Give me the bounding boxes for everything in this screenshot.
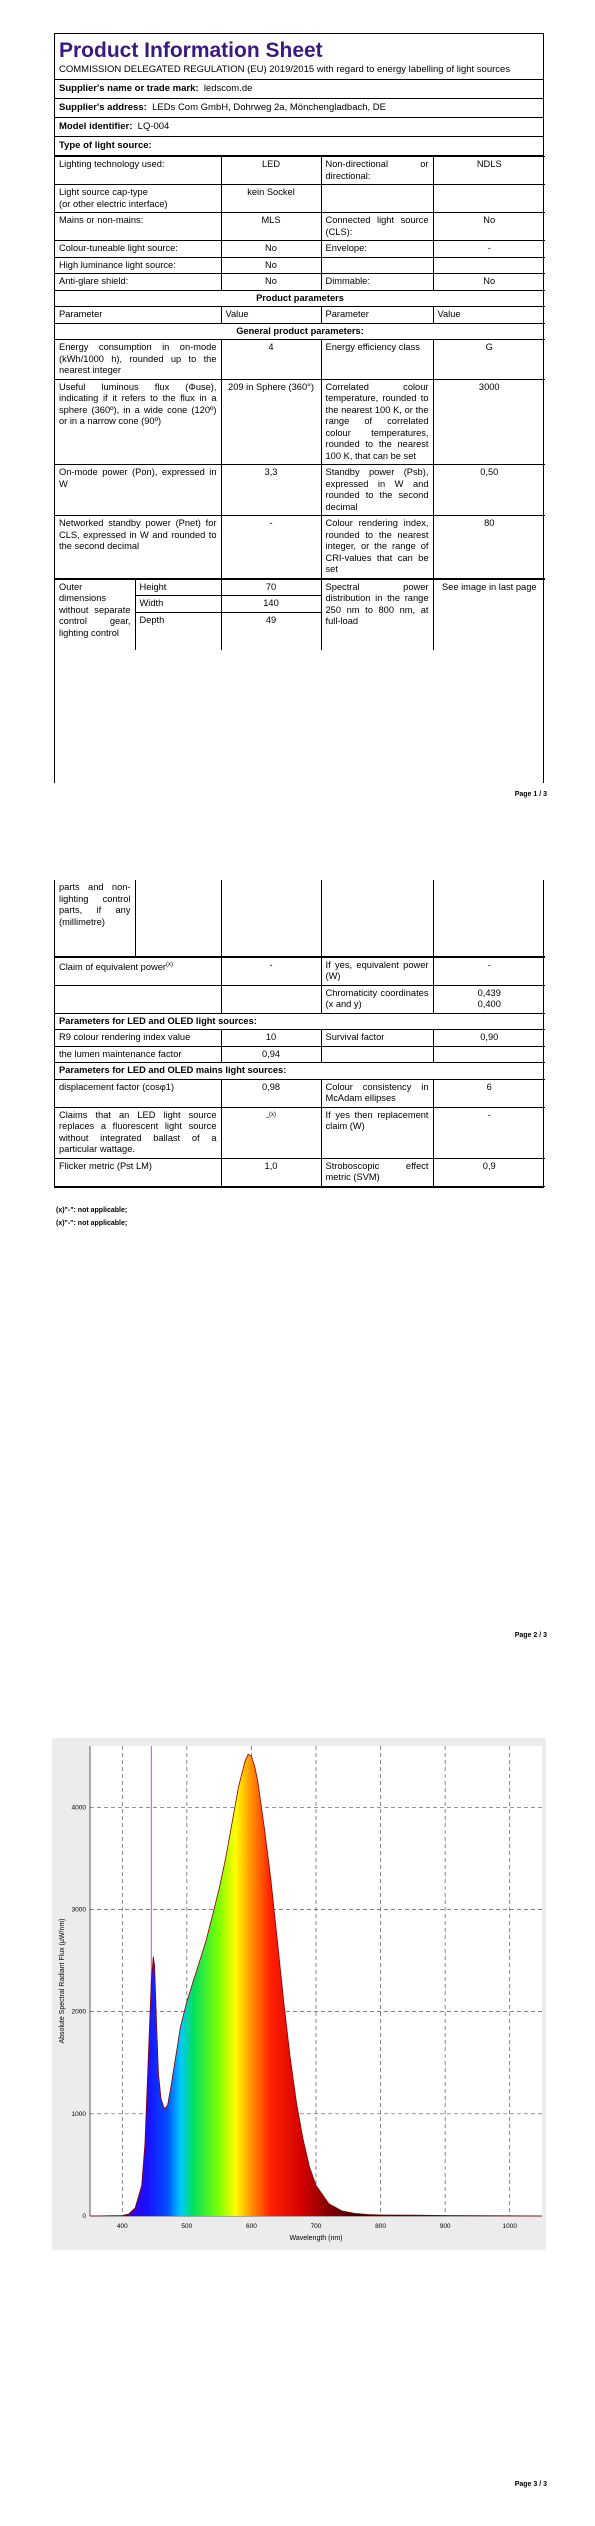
fluorescent-claims-dash: -	[265, 1111, 270, 1122]
cls-value: No	[433, 213, 545, 241]
model-identifier-value: LQ-004	[137, 121, 170, 132]
table-row	[55, 323, 545, 340]
mains-parameters-header: Parameters for LED and OLED mains light sources:	[55, 1063, 545, 1080]
envelope-label: Envelope:	[321, 241, 433, 258]
general-parameters-header: General product parameters:	[55, 323, 545, 340]
networked-standby-value: -	[221, 516, 321, 579]
x-tick-label: 1000	[502, 2223, 517, 2230]
dimensions-table	[55, 579, 545, 651]
spectral-chart	[52, 1738, 546, 2250]
networked-standby-label: Networked standby power (Pnet) for CLS, expressed in W and rounded to the second decimal	[55, 516, 221, 579]
fluorescent-claims-value	[221, 1107, 321, 1158]
on-mode-power-value: 3,3	[221, 465, 321, 516]
height-value: 70	[221, 579, 321, 596]
survival-factor-label: Survival factor	[321, 1030, 433, 1047]
cap-type-value: kein Sockel	[221, 185, 321, 213]
survival-factor-value: 0,90	[433, 1030, 545, 1047]
anti-glare-value: No	[221, 274, 321, 291]
model-identifier-label: Model identifier:	[59, 121, 133, 132]
model-identifier-row	[55, 118, 543, 137]
chromaticity-value	[433, 985, 545, 1013]
footnote-2: (x)"-": not applicable;	[56, 1220, 128, 1227]
spectral-distribution-value: See image in last page	[433, 579, 545, 650]
y-tick-label: 3000	[71, 1906, 86, 1914]
depth-label: Depth	[135, 612, 221, 628]
y-axis-label: Absolute Spectral Radiant Flux (µW/nm)	[59, 1918, 66, 2044]
lumen-maintenance-label: the lumen maintenance factor	[55, 1046, 221, 1063]
table-row	[55, 1030, 545, 1047]
width-label: Width	[135, 596, 221, 613]
tuneable-value: No	[221, 241, 321, 258]
page-title: Product Information Sheet	[59, 39, 323, 62]
cct-value: 3000	[433, 379, 545, 465]
high-luminance-value: No	[221, 257, 321, 274]
envelope-value: -	[433, 241, 545, 258]
table-row	[55, 516, 545, 579]
col-value-2: Value	[433, 307, 545, 324]
cap-label-line-1: Light source cap-type	[59, 187, 148, 197]
r9-label: R9 colour rendering index value	[55, 1030, 221, 1047]
spectral-chart-svg	[52, 1738, 546, 2250]
table-row	[55, 1063, 545, 1080]
y-tick-label: 2000	[71, 2008, 86, 2016]
supplier-name-value: ledscom.de	[203, 83, 253, 94]
flicker-metric-value: 1,0	[221, 1158, 321, 1186]
supplier-address-row	[55, 99, 543, 118]
footnotes	[56, 1204, 127, 1230]
supplier-address-value: LEDs Com GmbH, Dohrweg 2a, Mönchengladbach, DE	[152, 102, 386, 113]
footnote-1: (x)"-": not applicable;	[56, 1207, 128, 1214]
tuneable-label: Colour-tuneable light source:	[55, 241, 221, 258]
outer-dimensions-continued: parts and non-lighting control parts, if any (millimetre)	[55, 880, 135, 956]
page-number: Page 2 / 3	[514, 1632, 547, 1639]
on-mode-power-label: On-mode power (Pon), expressed in W	[55, 465, 221, 516]
flicker-metric-label: Flicker metric (Pst LM)	[55, 1158, 221, 1186]
supplier-address-label: Supplier's address:	[59, 102, 147, 113]
regulation-subtitle: COMMISSION DELEGATED REGULATION (EU) 2019/2015 with regard to energy labelling of light sources	[55, 64, 543, 80]
table-row	[55, 241, 545, 258]
height-label: Height	[135, 579, 221, 596]
energy-consumption-value: 4	[221, 340, 321, 380]
directional-label: Non-directional or directional:	[321, 157, 433, 185]
product-parameters-header: Product parameters	[55, 290, 545, 307]
colour-consistency-label: Colour consistency in McAdam ellipses	[321, 1079, 433, 1107]
light-source-table	[55, 156, 545, 579]
cri-value: 80	[433, 516, 545, 579]
table-row	[55, 957, 545, 985]
page-3	[0, 1730, 595, 2526]
table-row	[55, 157, 545, 185]
table-row	[55, 290, 545, 307]
standby-power-label: Standby power (Psb), expressed in W and rounded to the second decimal	[321, 465, 433, 516]
mains-value: MLS	[221, 213, 321, 241]
cri-label: Colour rendering index, rounded to the nearest integer, or the range of CRI-values that can be set	[321, 516, 433, 579]
page-number: Page 1 / 3	[514, 791, 547, 798]
cap-type-label	[55, 185, 221, 213]
table-row	[55, 1107, 545, 1158]
spectral-distribution-label: Spectral power distribution in the range 250 nm to 800 nm, at full-load	[321, 579, 433, 650]
page-2	[0, 880, 595, 1670]
table-row	[55, 307, 545, 324]
equivalent-power-label	[55, 957, 221, 985]
luminous-flux-label: Useful luminous flux (Φuse), indicating if it refers to the flux in a sphere (360º), in a wide cone (120º) or in a narrow cone (90º)	[55, 379, 221, 465]
dimensions-continued-table	[55, 880, 545, 957]
col-value-1: Value	[221, 307, 321, 324]
table-row	[55, 274, 545, 291]
high-luminance-label: High luminance light source:	[55, 257, 221, 274]
y-tick-label: 0	[82, 2213, 86, 2220]
x-tick-label: 700	[310, 2223, 322, 2230]
efficiency-class-value: G	[433, 340, 545, 380]
chromaticity-x: 0,439	[477, 987, 501, 998]
table-row	[55, 185, 545, 213]
x-tick-label: 400	[116, 2223, 128, 2230]
mains-label: Mains or non-mains:	[55, 213, 221, 241]
energy-consumption-label: Energy consumption in on-mode (kWh/1000 h), rounded up to the nearest integer	[55, 340, 221, 380]
equivalent-yes-value: -	[433, 957, 545, 985]
table-row	[55, 1079, 545, 1107]
dimmable-label: Dimmable:	[321, 274, 433, 291]
cct-label: Correlated colour temperature, rounded to the nearest 100 K, or the range of correlated colour temperatures, rounded to the nearest 100 K, that can be set	[321, 379, 433, 465]
replacement-claim-label: If yes then replacement claim (W)	[321, 1107, 433, 1158]
r9-value: 10	[221, 1030, 321, 1047]
fluorescent-claims-note-mark: (x)	[269, 1111, 277, 1118]
equivalent-yes-label: If yes, equivalent power (W)	[321, 957, 433, 985]
table-row	[55, 880, 545, 956]
led-parameters-header: Parameters for LED and OLED light sources:	[55, 1013, 545, 1030]
x-tick-label: 900	[439, 2223, 451, 2230]
lighting-tech-label: Lighting technology used:	[55, 157, 221, 185]
x-tick-label: 600	[245, 2223, 257, 2230]
depth-value: 49	[221, 612, 321, 628]
table-row	[55, 985, 545, 1013]
table-row	[55, 340, 545, 380]
equivalent-power-note-mark: (x)	[165, 961, 173, 968]
outer-dimensions-label: Outer dimensions without separate control gear, lighting control	[55, 579, 135, 650]
colour-consistency-value: 6	[433, 1079, 545, 1107]
stroboscopic-label: Stroboscopic effect metric (SVM)	[321, 1158, 433, 1186]
stroboscopic-value: 0,9	[433, 1158, 545, 1186]
parameters-table-2	[55, 957, 545, 1187]
lumen-maintenance-value: 0,94	[221, 1046, 321, 1063]
page-number: Page 3 / 3	[514, 2481, 547, 2488]
page-1	[0, 0, 595, 810]
x-tick-label: 800	[375, 2223, 387, 2230]
displacement-factor-value: 0,98	[221, 1079, 321, 1107]
width-value: 140	[221, 596, 321, 613]
equivalent-power-value: -	[221, 957, 321, 985]
table-row	[55, 1013, 545, 1030]
type-of-light-source-row	[55, 137, 543, 156]
luminous-flux-value: 209 in Sphere (360°)	[221, 379, 321, 465]
cls-label: Connected light source (CLS):	[321, 213, 433, 241]
dimmable-value: No	[433, 274, 545, 291]
anti-glare-label: Anti-glare shield:	[55, 274, 221, 291]
col-parameter-2: Parameter	[321, 307, 433, 324]
standby-power-value: 0,50	[433, 465, 545, 516]
table-row	[55, 213, 545, 241]
table-row	[55, 1158, 545, 1186]
equivalent-power-text: Claim of equivalent power	[59, 961, 166, 972]
type-label: Type of light source:	[59, 140, 152, 151]
table-row	[55, 257, 545, 274]
efficiency-class-label: Energy efficiency class	[321, 340, 433, 380]
info-sheet-table	[54, 33, 544, 783]
chromaticity-label: Chromaticity coordinates (x and y)	[321, 985, 433, 1013]
info-sheet-table-continued	[54, 880, 544, 1188]
table-row	[55, 579, 545, 596]
directional-value: NDLS	[433, 157, 545, 185]
table-row	[55, 465, 545, 516]
col-parameter-1: Parameter	[55, 307, 221, 324]
supplier-name-label: Supplier's name or trade mark:	[59, 83, 199, 94]
table-row	[55, 1046, 545, 1063]
fluorescent-claims-label: Claims that an LED light source replaces a fluorescent light source without integrated ballast of a particular wattage.	[55, 1107, 221, 1158]
y-tick-label: 1000	[71, 2110, 86, 2118]
displacement-factor-label: displacement factor (cosφ1)	[55, 1079, 221, 1107]
replacement-claim-value: -	[433, 1107, 545, 1158]
lighting-tech-value: LED	[221, 157, 321, 185]
cap-label-line-2: (or other electric interface)	[59, 198, 168, 209]
x-axis-label: Wavelength (nm)	[289, 2235, 343, 2242]
y-tick-label: 4000	[71, 1804, 86, 1812]
x-tick-label: 500	[181, 2223, 193, 2230]
supplier-name-row	[55, 80, 543, 99]
table-row	[55, 379, 545, 465]
chromaticity-y: 0,400	[477, 999, 501, 1009]
